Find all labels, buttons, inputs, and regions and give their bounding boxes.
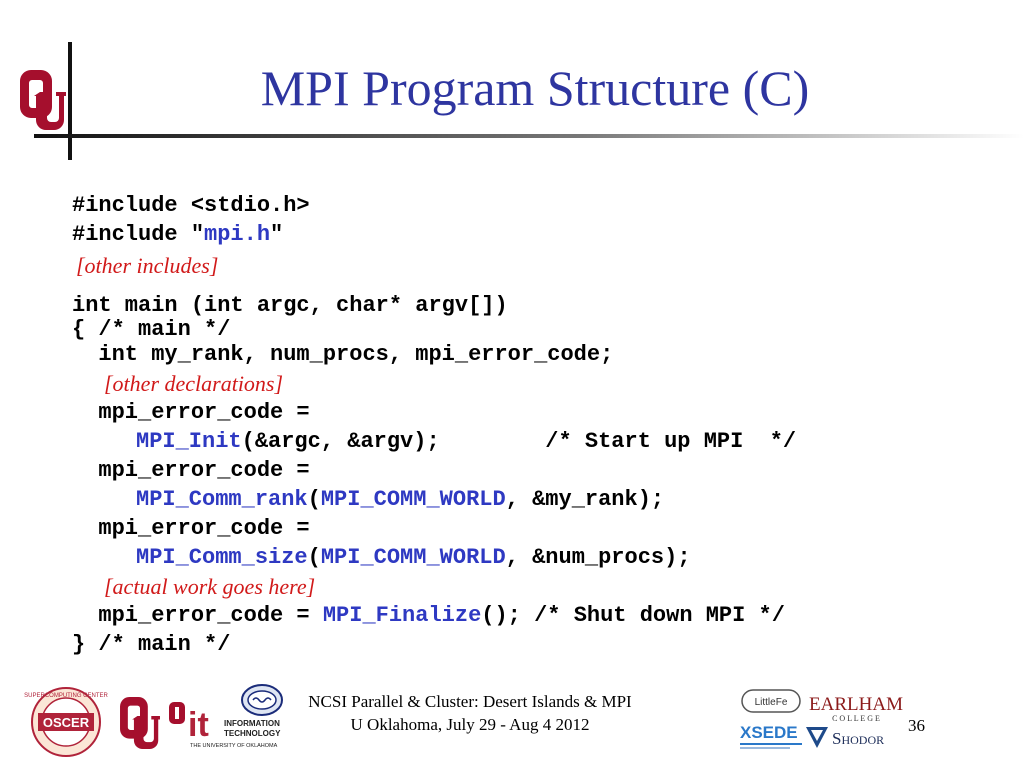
shodor-logo [804, 724, 904, 752]
code-line-main-signature: int main (int argc, char* argv[]) [72, 293, 508, 318]
code-line-include-stdio: #include <stdio.h> [72, 193, 310, 218]
littlefe-logo [740, 688, 802, 714]
ou-footer-logo [118, 690, 162, 756]
code-line-declarations: int my_rank, num_procs, mpi_error_code; [72, 342, 614, 367]
oscer-logo [20, 686, 112, 758]
svg-text:OSCER: OSCER [42, 715, 90, 730]
code-line-main-open: { /* main */ [72, 317, 231, 342]
code-line-error-code-3: mpi_error_code = [72, 516, 310, 541]
placeholder-actual-work: [actual work goes here] [104, 574, 316, 599]
svg-text:SUPERCOMPUTING CENTER: SUPERCOMPUTING CENTER [24, 693, 108, 699]
slide-footer-text [270, 690, 670, 736]
placeholder-other-declarations: [other declarations] [104, 371, 284, 396]
code-line-mpi-comm-rank: MPI_Comm_rank(MPI_COMM_WORLD, &my_rank); [136, 487, 665, 512]
code-line-mpi-finalize: mpi_error_code = MPI_Finalize(); /* Shut down MPI */ [72, 603, 785, 628]
svg-text:INFORMATION: INFORMATION [224, 719, 280, 728]
slide-title: MPI Program Structure (C) [260, 60, 810, 116]
svg-text:it: it [188, 706, 209, 744]
svg-text:TECHNOLOGY: TECHNOLOGY [224, 729, 281, 738]
code-line-error-code-1: mpi_error_code = [72, 400, 310, 425]
svg-text:EARLHAM: EARLHAM [809, 694, 903, 715]
svg-text:Shodor: Shodor [832, 729, 885, 748]
code-line-main-close: } /* main */ [72, 632, 231, 657]
svg-text:LittleFe: LittleFe [754, 697, 788, 708]
ou-logo [18, 62, 68, 138]
svg-text:THE UNIVERSITY OF OKLAHOMA: THE UNIVERSITY OF OKLAHOMA [190, 743, 278, 749]
header-horizontal-rule [34, 134, 1024, 138]
xsede-logo [740, 720, 810, 752]
earlham-logo [808, 692, 904, 724]
placeholder-other-includes: [other includes] [76, 253, 219, 278]
code-line-include-mpi: #include "mpi.h" [72, 222, 284, 247]
svg-text:XSEDE: XSEDE [740, 723, 798, 742]
svg-text:C O L L E G E: C O L L E G E [832, 714, 880, 723]
code-line-mpi-comm-size: MPI_Comm_size(MPI_COMM_WORLD, &num_procs); [136, 545, 691, 570]
footer-line-2: U Oklahoma, July 29 - Aug 4 2012 [350, 715, 590, 734]
code-line-mpi-init: MPI_Init(&argc, &argv); /* Start up MPI */ [136, 429, 797, 454]
slide-number: 36 [908, 716, 925, 735]
footer-line-1: NCSI Parallel & Cluster: Desert Islands & MPI [308, 692, 632, 711]
code-line-error-code-2: mpi_error_code = [72, 458, 310, 483]
